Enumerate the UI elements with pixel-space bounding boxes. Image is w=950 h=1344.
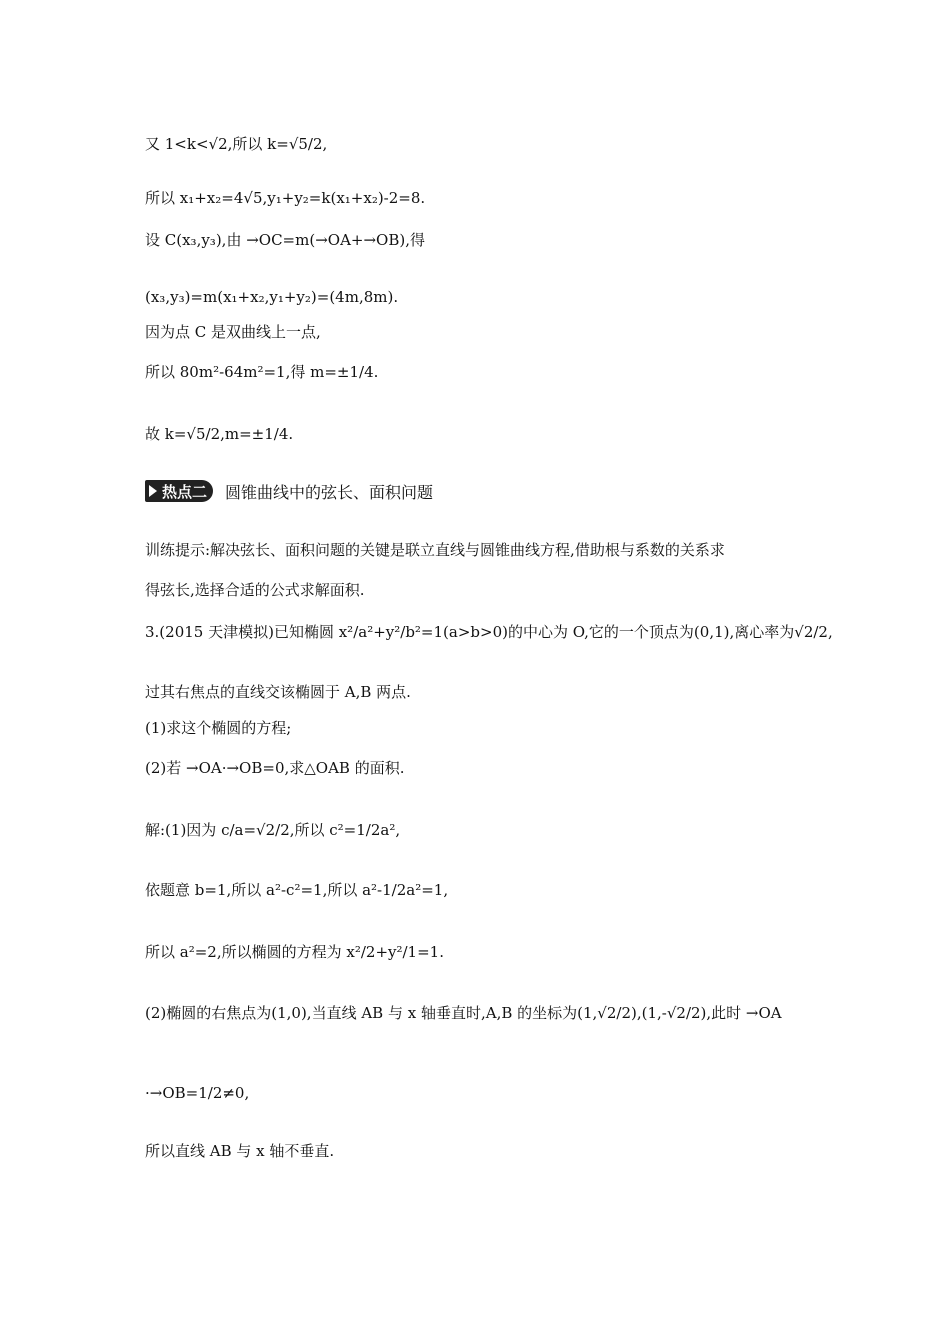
text-line: 解:(1)因为 c/a=√2/2,所以 c²=1/2a², xyxy=(145,821,401,839)
text-line: 又 1<k<√2,所以 k=√5/2, xyxy=(145,135,328,153)
text-line: 得弦长,选择合适的公式求解面积. xyxy=(145,581,365,599)
text-line: (2)椭圆的右焦点为(1,0),当直线 AB 与 x 轴垂直时,A,B 的坐标为(1,√2/2),(1,-√2/2),此时 →OA xyxy=(145,1004,782,1022)
text-line: (1)求这个椭圆的方程; xyxy=(145,719,292,737)
text-line: 设 C(x₃,y₃),由 →OC=m(→OA+→OB),得 xyxy=(145,231,425,249)
text-line: 所以 a²=2,所以椭圆的方程为 x²/2+y²/1=1. xyxy=(145,943,444,961)
play-arrow-icon xyxy=(149,485,157,497)
text-line: 所以 80m²-64m²=1,得 m=±1/4. xyxy=(145,363,379,381)
text-line: 依题意 b=1,所以 a²-c²=1,所以 a²-1/2a²=1, xyxy=(145,881,449,899)
text-line: 3.(2015 天津模拟)已知椭圆 x²/a²+y²/b²=1(a>b>0)的中心为 O,它的一个顶点为(0,1),离心率为√2/2, xyxy=(145,623,833,641)
section-header xyxy=(145,478,433,504)
badge-label: 热点二 xyxy=(162,482,208,501)
text-line: 过其右焦点的直线交该椭圆于 A,B 两点. xyxy=(145,683,411,701)
text-line: 故 k=√5/2,m=±1/4. xyxy=(145,425,294,443)
text-line: (x₃,y₃)=m(x₁+x₂,y₁+y₂)=(4m,8m). xyxy=(145,288,399,306)
section-title: 圆锥曲线中的弦长、面积问题 xyxy=(225,482,434,502)
hotspot-badge xyxy=(145,480,213,502)
text-line: 所以直线 AB 与 x 轴不垂直. xyxy=(145,1142,335,1160)
text-line: (2)若 →OA·→OB=0,求△OAB 的面积. xyxy=(145,759,405,777)
text-line: ·→OB=1/2≠0, xyxy=(145,1084,250,1102)
text-line: 训练提示:解决弦长、面积问题的关键是联立直线与圆锥曲线方程,借助根与系数的关系求 xyxy=(145,541,725,559)
text-line: 所以 x₁+x₂=4√5,y₁+y₂=k(x₁+x₂)-2=8. xyxy=(145,189,426,207)
text-line: 因为点 C 是双曲线上一点, xyxy=(145,323,321,341)
